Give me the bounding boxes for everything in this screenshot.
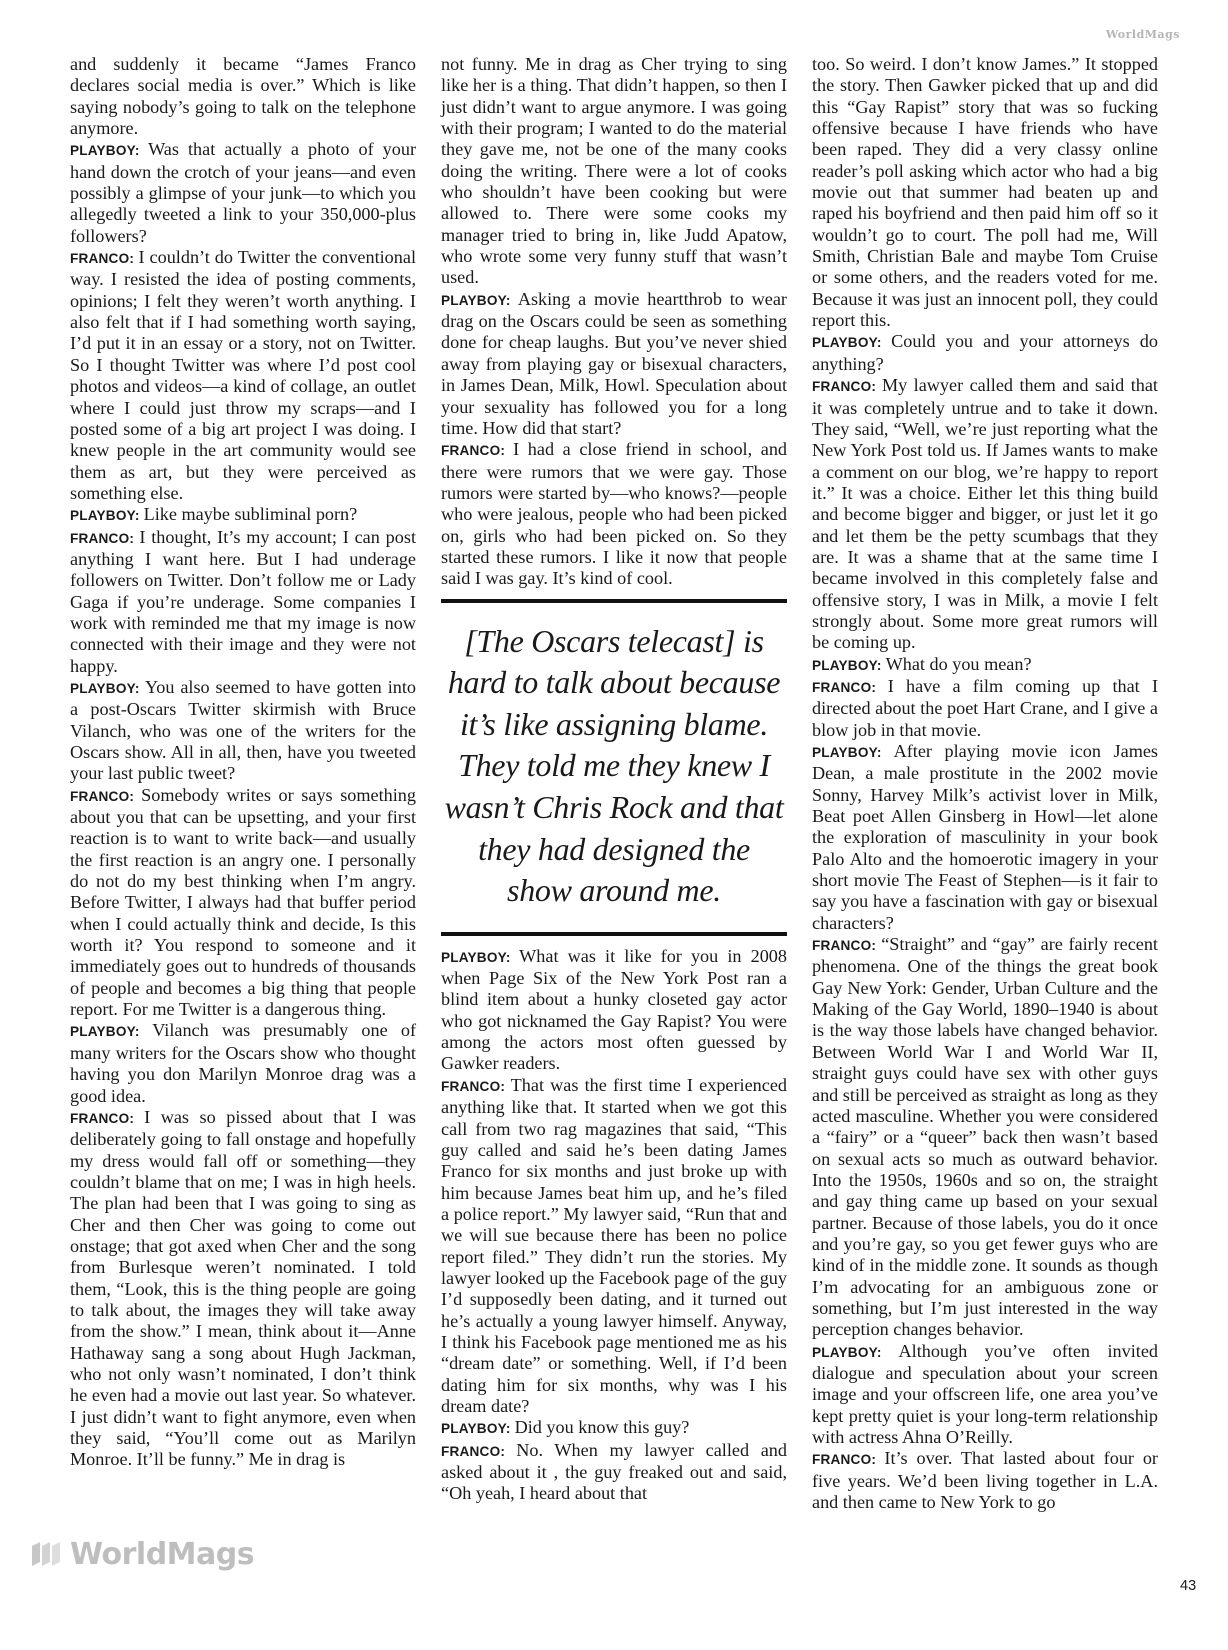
speaker-label: PLAYBOY:	[812, 1344, 882, 1360]
speaker-label: PLAYBOY:	[70, 1024, 140, 1040]
paragraph-text: Asking a movie heartthrob to wear drag on the Oscars could be seen as something done for cheap laughs. But you’ve never shied away from playing gay or bisexual characters, in James Dean, Milk, Howl. Speculation about your sexuality has followed you for a long time. How did that start?	[441, 288, 787, 438]
speaker-label: FRANCO:	[70, 530, 135, 546]
paragraph-text: I thought, It’s my account; I can post anything I want here. But I had underage followers on Twitter. Don’t follow me or Lady Gaga if you’re underage. Some companies I work with reminded me that my image is now connected with their image and they were not happy.	[70, 526, 416, 676]
paragraph-text: You also seemed to have gotten into a post-Oscars Twitter skirmish with Bruce Vilanch, who was one of the writers for the Oscars show. All in all, then, have you tweeted your last public tweet?	[70, 676, 416, 784]
paragraph-text: What was it like for you in 2008 when Page Six of the New York Post ran a blind item about a hunky closeted gay actor who got nicknamed the Gay Rapist? You were among the actors most often guessed by Gawker readers.	[441, 945, 787, 1074]
interview-paragraph	[70, 504, 416, 526]
interview-paragraph	[812, 375, 1158, 653]
paragraph-text: What do you mean?	[885, 653, 1032, 674]
speaker-label: FRANCO:	[70, 788, 135, 804]
speaker-label: PLAYBOY:	[70, 680, 140, 696]
interview-paragraph	[441, 1440, 787, 1505]
speaker-label: PLAYBOY:	[70, 508, 140, 524]
interview-paragraph	[70, 527, 416, 677]
speaker-label: FRANCO:	[812, 938, 877, 954]
column-middle-bottom	[441, 946, 787, 1505]
interview-paragraph	[812, 676, 1158, 741]
interview-paragraph	[812, 741, 1158, 934]
paragraph-text: After playing movie icon James Dean, a male prostitute in the 2002 movie Sonny, Harvey Milk’s activist lover in Milk, Beat poet Allen Ginsberg in Howl—let alone the exploration of masculinity in your book Palo Alto and the homoerotic imagery in your short movie The Feast of Stephen—is it fair to say you have a fascination with gay or bisexual characters?	[812, 741, 1158, 933]
paragraph-text: I couldn’t do Twitter the conventional way. I resisted the idea of posting comments, opinions; I felt they weren’t worth anything. I also felt that if I had something worth saying, I’d put it in an essay or a story, not on Twitter. So I thought Twitter was where I’d post cool photos and videos—a kind of collage, an outlet where I could just throw my scraps—and I posted some of a big art project I was doing. I knew people in the art community would see them as art, but they were perceived as something else.	[70, 247, 416, 503]
interview-paragraph	[812, 1341, 1158, 1449]
interview-paragraph	[441, 439, 787, 589]
speaker-label: PLAYBOY:	[812, 335, 882, 351]
interview-paragraph	[441, 1417, 787, 1439]
worldmags-logo	[28, 1536, 254, 1572]
speaker-label: PLAYBOY:	[812, 745, 882, 760]
speaker-label: PLAYBOY:	[70, 143, 140, 159]
column-middle-top	[441, 54, 787, 590]
column-right	[812, 54, 1158, 1513]
speaker-label: FRANCO:	[441, 1443, 506, 1459]
worldmags-logo-icon	[28, 1536, 64, 1572]
speaker-label: PLAYBOY:	[441, 1421, 511, 1437]
paragraph-text: Somebody writes or says something about you that can be upsetting, and your first reaction is to want to write back—and usually the first reaction is an angry one. I personally do not do my best thinking when I’m angry. Before Twitter, I always had that buffer period when I could actually think and decide, Is this worth it? You respond to someone and it immediately goes out to hundreds of thousands of people and becomes a big thing that people report. For me Twitter is a dangerous thing.	[70, 784, 416, 1020]
speaker-label: FRANCO:	[441, 443, 506, 459]
pull-quote-text: [The Oscars telecast] is hard to talk about because it’s like assigning blame. They told me they knew I wasn’t Chris Rock and that they had designed the show around me.	[444, 622, 784, 909]
speaker-label: FRANCO:	[70, 251, 135, 267]
paragraph-text: I was so pissed about that I was deliberately going to fall onstage and hopefully my dress would fall off or something—they couldn’t blame that on me; I was in high heels. The plan had been that I was going to sing as Cher and then Cher was going to come out onstage; that got axed when Cher and the song from Burlesque weren’t nominated. I told them, “Look, this is the thing people are going to talk about, the images they will take away from the show.” I mean, think about it—Anne Hathaway sang a song about Hugh Jackman, who not only wasn’t nominated, I don’t think he even had a movie out last year. So whatever. I just didn’t want to fight anymore, even when they said, “You’ll come out as Marilyn Monroe. It’ll be funny.” Me in drag is	[70, 1106, 416, 1470]
speaker-label: PLAYBOY:	[812, 657, 882, 673]
paragraph-text: Like maybe subliminal porn?	[143, 504, 358, 525]
paragraph-text: Could you and your attorneys do anything?	[812, 331, 1158, 374]
paragraph-text: Vilanch was presumably one of many writers for the Oscars show who thought having you don Marilyn Monroe drag was a good idea.	[70, 1020, 416, 1106]
worldmags-logo-text: WorldMags	[70, 1536, 255, 1572]
interview-paragraph	[812, 934, 1158, 1341]
interview-paragraph	[441, 946, 787, 1075]
paragraph-text: That was the first time I experienced anything like that. It started when we got this call from two rag magazines that said, “This guy called and said he’s been dating James Franco for six months and just broke up with him because James beat him up, and he’s filed a police report.” My lawyer said, “Run that and we will sue because there has been no police report filed.” They didn’t run the stories. My lawyer looked up the Facebook page of the guy I’d supposedly been dating, and it turned out he’s actually a young lawyer himself. Anyway, I think his Facebook page mentioned me as his “dream date” or something. Well, if I’d been dating him for six months, why was I his dream date?	[441, 1074, 787, 1416]
paragraph-text: No. When my lawyer called and asked about it , the guy freaked out and said, “Oh yeah, I heard about that	[441, 1439, 787, 1504]
interview-paragraph	[441, 1075, 787, 1418]
interview-paragraph	[70, 1107, 416, 1471]
paragraph-text: and suddenly it became “James Franco declares social media is over.” Which is like saying nobody’s going to talk on the telephone anymore.	[70, 54, 416, 139]
speaker-label: PLAYBOY:	[441, 292, 511, 308]
interview-paragraph	[812, 654, 1158, 676]
paragraph-text: Was that actually a photo of your hand down the crotch of your jeans—and even possibly a glimpse of your junk—to which you allegedly tweeted a link to your 350,000-plus followers?	[70, 139, 417, 246]
speaker-label: FRANCO:	[441, 1078, 506, 1094]
interview-paragraph	[70, 1020, 416, 1106]
speaker-label: FRANCO:	[812, 1452, 877, 1468]
interview-paragraph	[441, 289, 787, 439]
paragraph-text: I had a close friend in school, and there were rumors that we were gay. Those rumors were started by—who knows?—people who were jealous, people who had been picked on, girls who had been picked on. So they started these rumors. I like it now that people said I was gay. It’s kind of cool.	[441, 439, 788, 589]
column-middle	[441, 54, 787, 1505]
interview-paragraph	[812, 1448, 1158, 1513]
paragraph-text: Did you know this guy?	[514, 1417, 690, 1438]
page-number: 43	[1180, 1578, 1197, 1594]
watermark-text: WorldMags	[1105, 28, 1180, 41]
speaker-label: PLAYBOY:	[441, 949, 511, 965]
interview-paragraph	[70, 139, 416, 247]
paragraph-text: Although you’ve often invited dialogue and speculation about your screen image and your offscreen life, one area you’ve kept pretty quiet is your long-term relationship with actress Ahna O’Reilly.	[812, 1340, 1158, 1447]
interview-paragraph	[70, 677, 416, 785]
pull-quote	[441, 599, 787, 936]
speaker-label: FRANCO:	[812, 679, 877, 695]
interview-paragraph	[812, 331, 1158, 375]
paragraph-text: I have a film coming up that I directed about the poet Hart Crane, and I give a blow job in that movie.	[812, 675, 1158, 740]
paragraph-text: “Straight” and “gay” are fairly recent phenomena. One of the things the great book Gay New York: Gender, Urban Culture and the Making of the Gay World, 1890–1940 is about is the way those labels have changed behavior. Between World War I and World War II, straight guys could have sex with other guys and still be perceived as straight as long as they acted masculine. Whether you were considered a “fairy” or a “queer” back then wasn’t based on sexual acts so much as outward behavior. Into the 1950s, 1960s and so on, the straight and gay thing came up based on your sexual partner. Because of those labels, you do it once and you’re gay, so you get fewer guys who are kind of in the middle zone. It sounds as though I’m advocating for an ambiguous zone or something, but I’m just interested in the way perception changes behavior.	[812, 934, 1158, 1340]
speaker-label: FRANCO:	[812, 379, 877, 395]
paragraph-text: too. So weird. I don’t know James.” It stopped the story. Then Gawker picked that up and did this “Gay Rapist” story that was so fucking offensive because I have friends who have been raped. They did a very classy online reader’s poll asking which actor who had a big movie out that summer had beaten up and raped his boyfriend and then paid him off so it wouldn’t go to court. The poll had me, Will Smith, Christian Bale and maybe Tom Cruise or some others, and the readers voted for me. Because it was just an innocent poll, they could report this.	[812, 54, 1158, 331]
interview-paragraph	[441, 54, 787, 289]
interview-paragraph	[70, 247, 416, 504]
interview-paragraph	[70, 785, 416, 1021]
paragraph-text: not funny. Me in drag as Cher trying to sing like her is a thing. That didn’t happen, so then I just didn’t want to argue anymore. I was going with their program; I wanted to do the material they gave me, not be one of the many cooks doing the writing. There were a lot of cooks who shouldn’t have been cooking but were allowed to. There were some cooks my manager tried to bring in, like Judd Apatow, who wrote some very funny stuff that wasn’t used.	[441, 54, 787, 288]
paragraph-text: My lawyer called them and said that it was completely untrue and to take it down. They said, “Well, we’re just reporting what the New York Post told us. If James wants to make a comment on our blog, we’re happy to report it.” It was a choice. Either let this thing build and become bigger and bigger, or just let it go and let them be the petty scumbags that they are. It was a shame that at the same time I became involved in this completely false and offensive story, I was in Milk, a movie I felt strongly about. Some more great rumors will be coming up.	[812, 375, 1158, 653]
paragraph-text: It’s over. That lasted about four or five years. We’d been living together in L.A. and then came to New York to go	[812, 1448, 1158, 1513]
interview-paragraph	[812, 54, 1158, 331]
column-left	[70, 54, 416, 1471]
interview-paragraph	[70, 54, 416, 139]
speaker-label: FRANCO:	[70, 1110, 135, 1126]
